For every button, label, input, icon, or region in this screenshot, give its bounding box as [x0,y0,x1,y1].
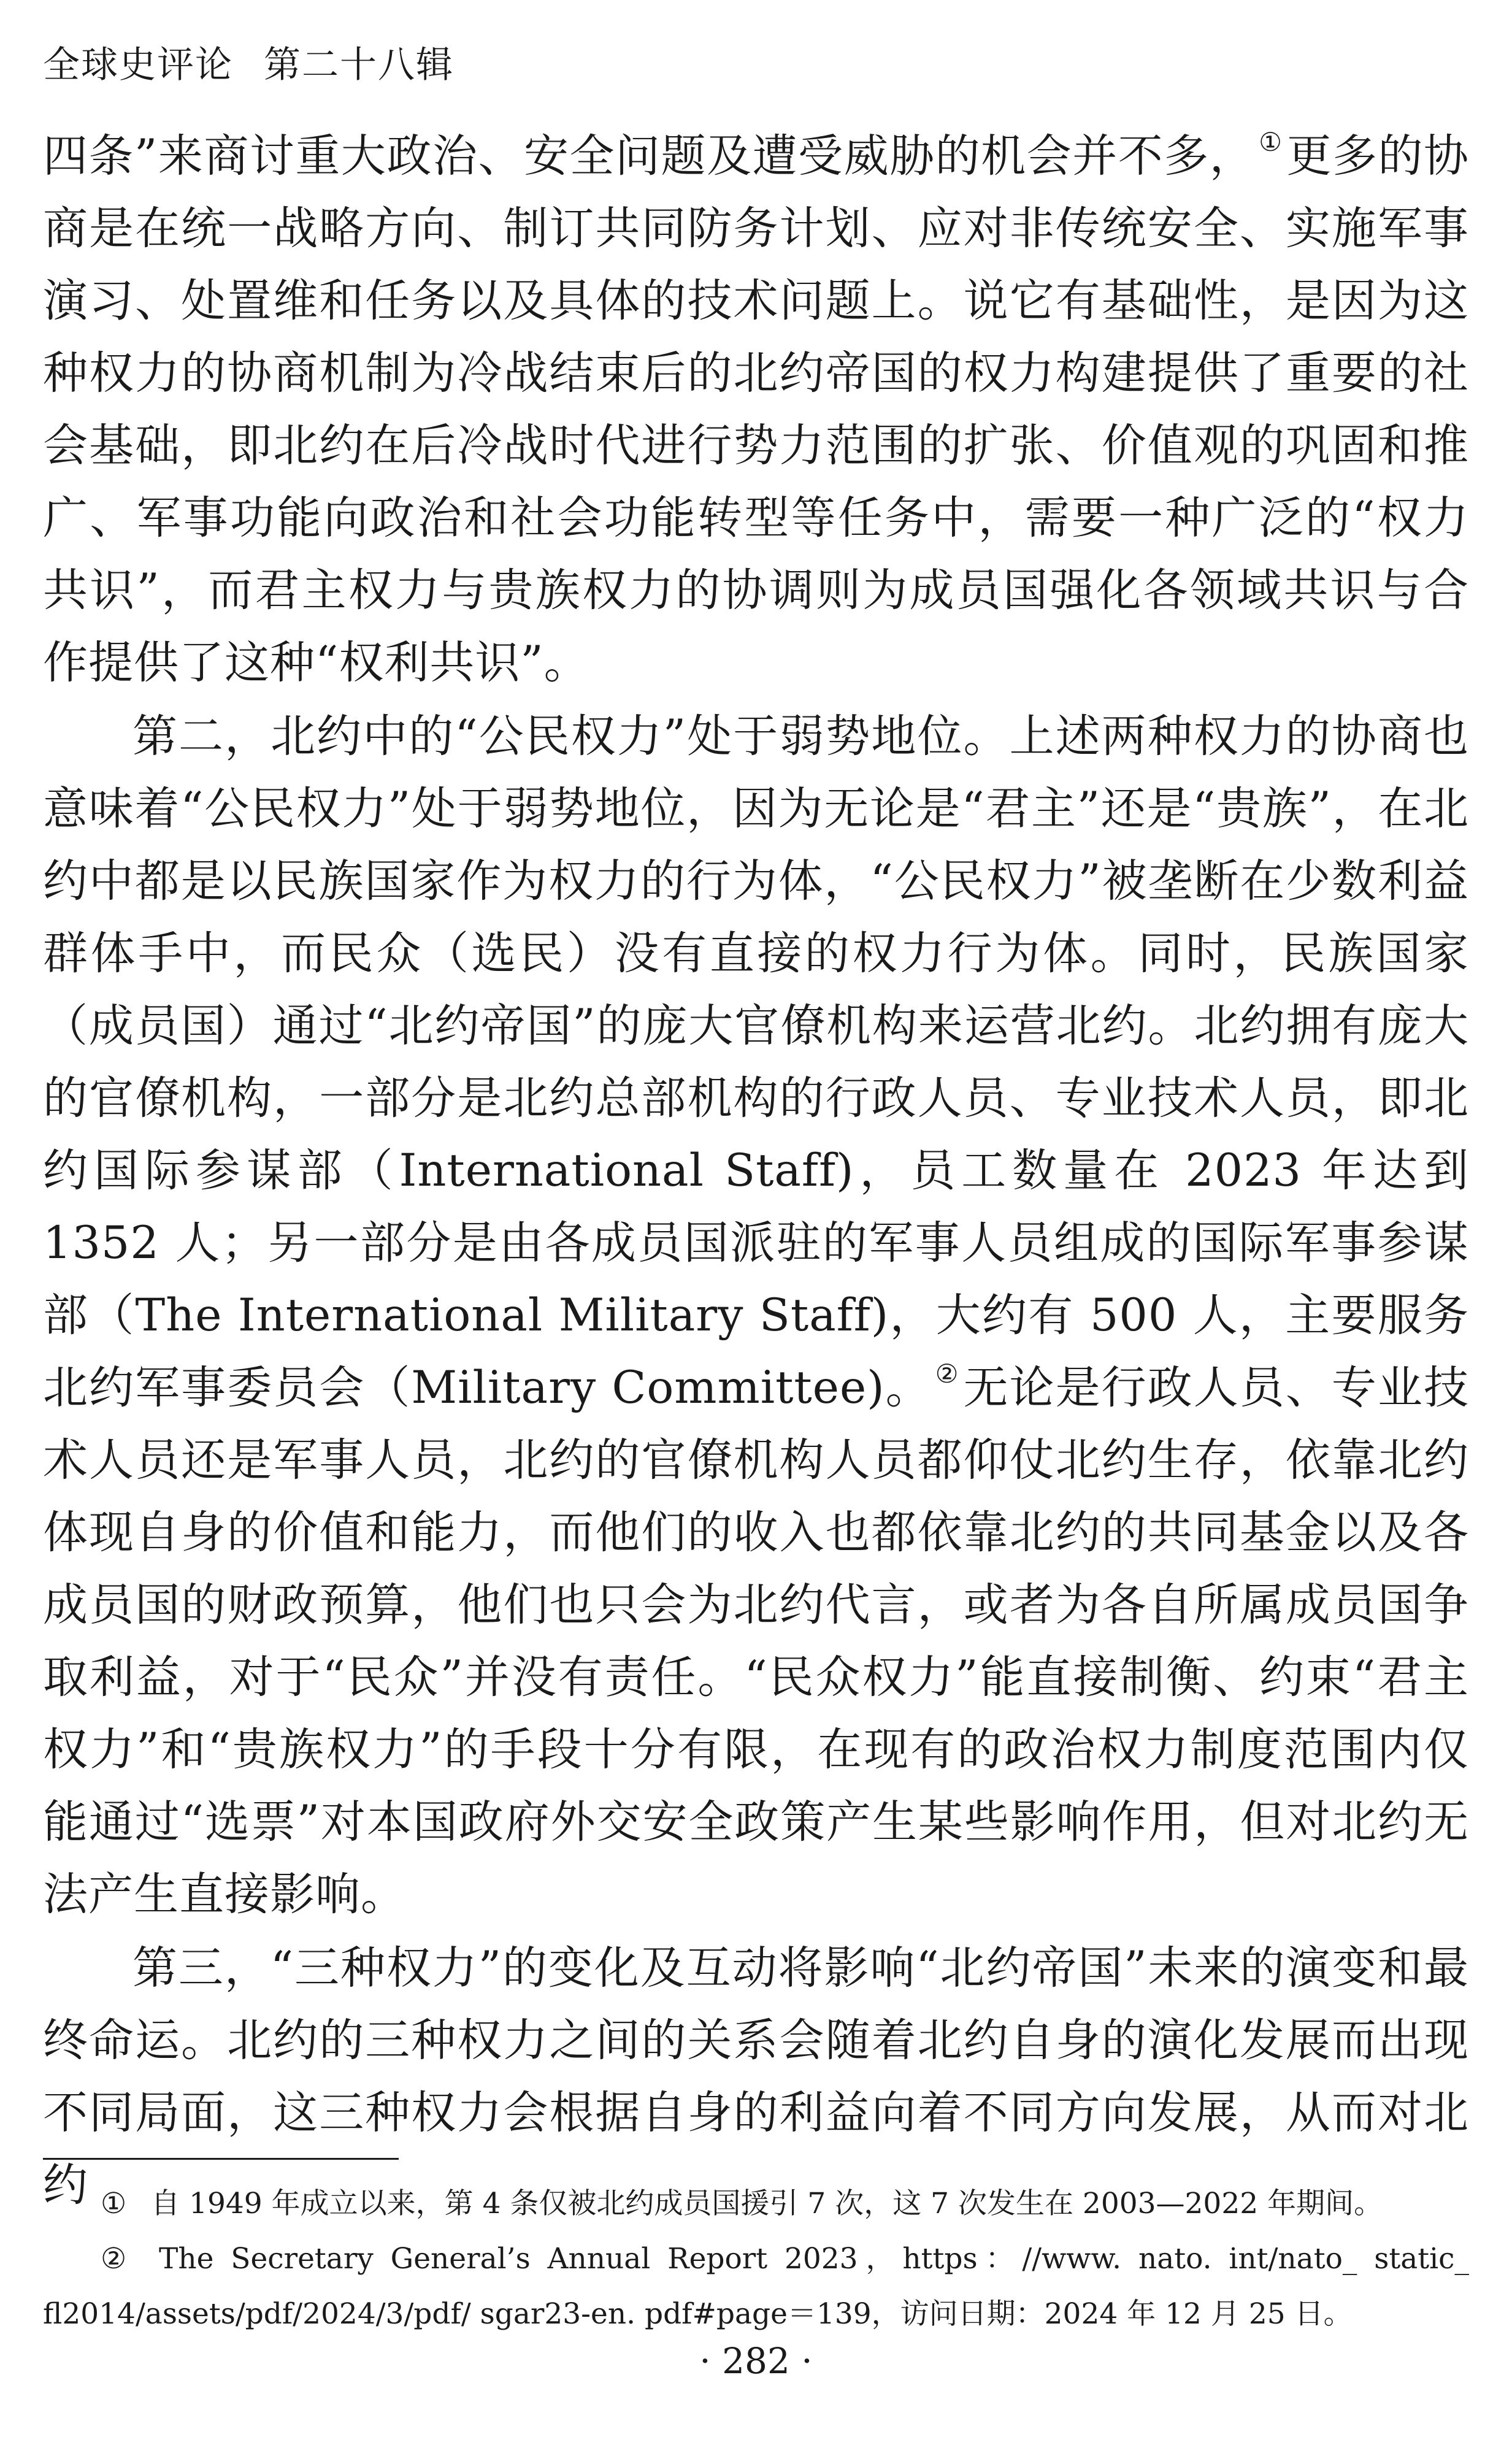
journal-title: 全球史评论 [43,44,233,86]
paragraph-1 [43,120,1469,699]
footnote-2-mark: ② [101,2242,135,2276]
footnote-2 [43,2232,1469,2342]
paragraph-3: 第三，“三种权力”的变化及互动将影响“北约帝国”未来的演变和最终命运。北约的三种权力之间的关系会随着北约自身的演化发展而出现不同局面，这三种权力会根据自身的利益向着不同方向发展，从而对北约 [43,1942,1469,2211]
body-text [43,120,1469,2222]
footnotes [43,2176,1469,2342]
running-header [43,36,454,88]
paragraph-1-part-b: 更多的协商是在统一战略方向、制订共同防务计划、应对非传统安全、实施军事演习、处置维和任务以及具体的技术问题上。说它有基础性，是因为这种权力的协商机制为冷战结束后的北约帝国的权力构建提供了重要的社会基础，即北约在后冷战时代进行势力范围的扩张、价值观的巩固和推广、军事功能向政治和社会功能转型等任务中，需要一种广泛的“权力共识”，而君主权力与贵族权力的协调则为成员国强化各领域共识与合作提供了这种“权利共识”。 [43,130,1470,689]
footnote-1-text: 自 1949 年成立以来，第 4 条仅被北约成员国援引 7 次，这 7 次发生在 2003—2022 年期间。 [151,2187,1383,2220]
footnote-ref-1[interactable]: ① [1259,126,1283,157]
issue-number: 第二十八辑 [264,44,454,86]
page-number: · 282 · [699,2340,813,2382]
footnote-ref-2[interactable]: ② [935,1358,960,1389]
paragraph-1-part-a: 四条”来商讨重大政治、安全问题及遭受威胁的机会并不多， [43,130,1256,182]
footnote-2-text: The Secretary General’s Annual Report 2023，https：//www. nato. int/nato_ static_ fl2014/assets/pdf/2024/3/pdf/ sgar23-en. pdf#page＝139，访问日期：2024 年 12 月 25 日。 [43,2242,1469,2331]
footnote-1 [43,2176,1469,2232]
paragraph-2 [43,700,1469,1931]
paragraph-2-part-a: 第二，北约中的“公民权力”处于弱势地位。上述两种权力的协商也意味着“公民权力”处于弱势地位，因为无论是“君主”还是“贵族”，在北约中都是以民族国家作为权力的行为体，“公民权力”被垄断在少数利益群体手中，而民众（选民）没有直接的权力行为体。同时，民族国家（成员国）通过“北约帝国”的庞大官僚机构来运营北约。北约拥有庞大的官僚机构，一部分是北约总部机构的行政人员、专业技术人员，即北约国际参谋部（International Staff)，员工数量在 2023 年达到 1352 人；另一部分是由各成员国派驻的军事人员组成的国际军事参谋部（The International Military Staff)，大约有 500 人，主要服务北约军事委员会（Military Committee)。 [43,710,1469,1414]
paragraph-2-part-b: 无论是行政人员、专业技术人员还是军事人员，北约的官僚机构人员都仰仗北约生存，依靠北约体现自身的价值和能力，而他们的收入也都依靠北约的共同基金以及各成员国的财政预算，他们也只会为北约代言，或者为各自所属成员国争取利益，对于“民众”并没有责任。“民众权力”能直接制衡、约束“君主权力”和“贵族权力”的手段十分有限，在现有的政治权力制度范围内仅能通过“选票”对本国政府外交安全政策产生某些影响作用，但对北约无法产生直接影响。 [43,1362,1470,1921]
footnote-1-mark: ① [101,2187,127,2220]
footnote-divider [43,2158,399,2160]
